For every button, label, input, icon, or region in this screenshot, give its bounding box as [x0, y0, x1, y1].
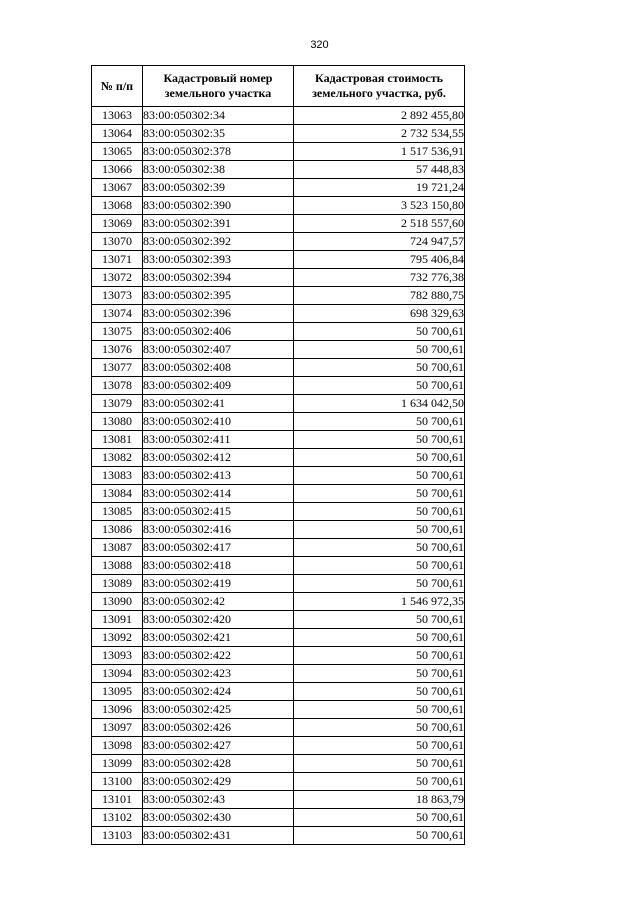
table-row: [92, 125, 465, 143]
table-row: [92, 215, 465, 233]
cell-cadastral-value: 50 700,61: [294, 377, 465, 395]
cell-cadastral-number: 83:00:050302:411: [143, 431, 294, 449]
cell-cadastral-value: 50 700,61: [294, 701, 465, 719]
cell-cadastral-value: 50 700,61: [294, 323, 465, 341]
cell-cadastral-value: 50 700,61: [294, 485, 465, 503]
cell-cadastral-value: 50 700,61: [294, 503, 465, 521]
cell-cadastral-value: 50 700,61: [294, 449, 465, 467]
cell-cadastral-value: 1 546 972,35: [294, 593, 465, 611]
cell-cadastral-value: 50 700,61: [294, 827, 465, 845]
cell-num: 13079: [92, 395, 143, 413]
cell-cadastral-number: 83:00:050302:418: [143, 557, 294, 575]
cell-cadastral-value: 18 863,79: [294, 791, 465, 809]
cell-num: 13091: [92, 611, 143, 629]
cell-num: 13066: [92, 161, 143, 179]
cell-cadastral-value: 3 523 150,80: [294, 197, 465, 215]
table-row: [92, 287, 465, 305]
cell-cadastral-number: 83:00:050302:43: [143, 791, 294, 809]
table-row: [92, 611, 465, 629]
header-cadastral-number: Кадастровый номер земельного участка: [143, 66, 294, 107]
table-row: [92, 449, 465, 467]
cell-num: 13101: [92, 791, 143, 809]
cell-num: 13063: [92, 107, 143, 125]
table-row: [92, 197, 465, 215]
table-row: [92, 503, 465, 521]
table-row: [92, 629, 465, 647]
table-row: [92, 665, 465, 683]
cell-num: 13099: [92, 755, 143, 773]
cell-cadastral-number: 83:00:050302:408: [143, 359, 294, 377]
cell-cadastral-number: 83:00:050302:406: [143, 323, 294, 341]
cell-cadastral-number: 83:00:050302:407: [143, 341, 294, 359]
cell-cadastral-number: 83:00:050302:396: [143, 305, 294, 323]
table-row: [92, 557, 465, 575]
cell-num: 13067: [92, 179, 143, 197]
cadastral-value-table: [91, 65, 465, 845]
cell-cadastral-number: 83:00:050302:394: [143, 269, 294, 287]
cell-cadastral-value: 50 700,61: [294, 755, 465, 773]
cell-cadastral-value: 50 700,61: [294, 539, 465, 557]
cell-cadastral-number: 83:00:050302:392: [143, 233, 294, 251]
table-row: [92, 179, 465, 197]
table-row: [92, 485, 465, 503]
cell-cadastral-number: 83:00:050302:393: [143, 251, 294, 269]
cell-num: 13083: [92, 467, 143, 485]
cell-num: 13072: [92, 269, 143, 287]
cell-cadastral-number: 83:00:050302:421: [143, 629, 294, 647]
cell-cadastral-value: 50 700,61: [294, 683, 465, 701]
cell-cadastral-number: 83:00:050302:426: [143, 719, 294, 737]
cell-num: 13085: [92, 503, 143, 521]
cell-num: 13076: [92, 341, 143, 359]
cell-cadastral-value: 782 880,75: [294, 287, 465, 305]
cell-num: 13100: [92, 773, 143, 791]
cell-cadastral-number: 83:00:050302:415: [143, 503, 294, 521]
table-row: [92, 395, 465, 413]
cell-cadastral-number: 83:00:050302:425: [143, 701, 294, 719]
cell-num: 13070: [92, 233, 143, 251]
table-row: [92, 269, 465, 287]
table-row: [92, 593, 465, 611]
cell-cadastral-number: 83:00:050302:427: [143, 737, 294, 755]
cell-num: 13089: [92, 575, 143, 593]
cell-num: 13078: [92, 377, 143, 395]
table-row: [92, 413, 465, 431]
cell-cadastral-number: 83:00:050302:409: [143, 377, 294, 395]
cell-cadastral-number: 83:00:050302:416: [143, 521, 294, 539]
cell-cadastral-number: 83:00:050302:430: [143, 809, 294, 827]
cell-cadastral-value: 50 700,61: [294, 719, 465, 737]
table-row: [92, 431, 465, 449]
table-row: [92, 791, 465, 809]
cell-num: 13080: [92, 413, 143, 431]
cell-cadastral-number: 83:00:050302:38: [143, 161, 294, 179]
cell-num: 13088: [92, 557, 143, 575]
cell-cadastral-value: 724 947,57: [294, 233, 465, 251]
cell-cadastral-value: 2 732 534,55: [294, 125, 465, 143]
table-row: [92, 323, 465, 341]
cell-cadastral-value: 1 517 536,91: [294, 143, 465, 161]
cell-num: 13084: [92, 485, 143, 503]
table-row: [92, 377, 465, 395]
cell-cadastral-value: 57 448,83: [294, 161, 465, 179]
table-row: [92, 737, 465, 755]
cell-cadastral-number: 83:00:050302:429: [143, 773, 294, 791]
cell-cadastral-number: 83:00:050302:412: [143, 449, 294, 467]
cell-cadastral-number: 83:00:050302:428: [143, 755, 294, 773]
table-row: [92, 143, 465, 161]
header-num: № п/п: [92, 66, 143, 107]
cell-cadastral-value: 50 700,61: [294, 467, 465, 485]
cell-cadastral-number: 83:00:050302:390: [143, 197, 294, 215]
cell-cadastral-number: 83:00:050302:41: [143, 395, 294, 413]
table-row: [92, 359, 465, 377]
cell-cadastral-number: 83:00:050302:410: [143, 413, 294, 431]
table-row: [92, 539, 465, 557]
cell-num: 13095: [92, 683, 143, 701]
table-row: [92, 521, 465, 539]
cell-cadastral-value: 19 721,24: [294, 179, 465, 197]
cell-num: 13071: [92, 251, 143, 269]
cell-cadastral-value: 795 406,84: [294, 251, 465, 269]
cell-num: 13074: [92, 305, 143, 323]
table-row: [92, 161, 465, 179]
cell-num: 13069: [92, 215, 143, 233]
cell-cadastral-value: 50 700,61: [294, 557, 465, 575]
cell-cadastral-number: 83:00:050302:39: [143, 179, 294, 197]
cell-num: 13087: [92, 539, 143, 557]
cell-cadastral-value: 50 700,61: [294, 665, 465, 683]
cell-cadastral-number: 83:00:050302:414: [143, 485, 294, 503]
cell-cadastral-value: 50 700,61: [294, 521, 465, 539]
table-row: [92, 701, 465, 719]
table-body: [92, 107, 465, 845]
table-row: [92, 341, 465, 359]
cell-cadastral-number: 83:00:050302:419: [143, 575, 294, 593]
cell-cadastral-value: 50 700,61: [294, 413, 465, 431]
header-cadastral-value: Кадастровая стоимость земельного участка, руб.: [294, 66, 465, 107]
cell-num: 13103: [92, 827, 143, 845]
cell-cadastral-number: 83:00:050302:423: [143, 665, 294, 683]
table-row: [92, 305, 465, 323]
cell-cadastral-value: 50 700,61: [294, 341, 465, 359]
cell-num: 13096: [92, 701, 143, 719]
table-row: [92, 575, 465, 593]
cell-num: 13098: [92, 737, 143, 755]
table-row: [92, 827, 465, 845]
cell-cadastral-number: 83:00:050302:378: [143, 143, 294, 161]
cell-cadastral-number: 83:00:050302:395: [143, 287, 294, 305]
cell-cadastral-value: 50 700,61: [294, 575, 465, 593]
cell-num: 13093: [92, 647, 143, 665]
cell-num: 13075: [92, 323, 143, 341]
cell-num: 13092: [92, 629, 143, 647]
table-row: [92, 773, 465, 791]
table-row: [92, 719, 465, 737]
cell-cadastral-number: 83:00:050302:42: [143, 593, 294, 611]
cell-cadastral-value: 50 700,61: [294, 431, 465, 449]
cell-cadastral-value: 50 700,61: [294, 737, 465, 755]
table-header-row: [92, 66, 465, 107]
cell-cadastral-value: 1 634 042,50: [294, 395, 465, 413]
cell-num: 13068: [92, 197, 143, 215]
cell-cadastral-value: 50 700,61: [294, 773, 465, 791]
cell-cadastral-value: 2 892 455,80: [294, 107, 465, 125]
cell-num: 13097: [92, 719, 143, 737]
cell-num: 13102: [92, 809, 143, 827]
cell-cadastral-value: 732 776,38: [294, 269, 465, 287]
table-row: [92, 647, 465, 665]
page-number: 320: [310, 39, 329, 51]
cell-cadastral-value: 50 700,61: [294, 359, 465, 377]
cell-num: 13073: [92, 287, 143, 305]
table-row: [92, 107, 465, 125]
table-row: [92, 755, 465, 773]
cell-cadastral-number: 83:00:050302:424: [143, 683, 294, 701]
table-row: [92, 251, 465, 269]
cell-cadastral-number: 83:00:050302:422: [143, 647, 294, 665]
cell-cadastral-number: 83:00:050302:417: [143, 539, 294, 557]
cell-cadastral-number: 83:00:050302:34: [143, 107, 294, 125]
cell-cadastral-value: 50 700,61: [294, 809, 465, 827]
table-row: [92, 683, 465, 701]
table-row: [92, 233, 465, 251]
cell-num: 13064: [92, 125, 143, 143]
cell-cadastral-number: 83:00:050302:35: [143, 125, 294, 143]
cell-num: 13081: [92, 431, 143, 449]
cell-num: 13094: [92, 665, 143, 683]
table-row: [92, 809, 465, 827]
cell-cadastral-value: 698 329,63: [294, 305, 465, 323]
cell-cadastral-value: 50 700,61: [294, 629, 465, 647]
cell-cadastral-number: 83:00:050302:431: [143, 827, 294, 845]
cell-num: 13077: [92, 359, 143, 377]
cell-cadastral-value: 2 518 557,60: [294, 215, 465, 233]
cell-cadastral-value: 50 700,61: [294, 611, 465, 629]
cell-cadastral-number: 83:00:050302:413: [143, 467, 294, 485]
cell-cadastral-number: 83:00:050302:391: [143, 215, 294, 233]
cell-num: 13065: [92, 143, 143, 161]
table-row: [92, 467, 465, 485]
cell-cadastral-value: 50 700,61: [294, 647, 465, 665]
cell-cadastral-number: 83:00:050302:420: [143, 611, 294, 629]
cell-num: 13090: [92, 593, 143, 611]
cell-num: 13082: [92, 449, 143, 467]
cell-num: 13086: [92, 521, 143, 539]
